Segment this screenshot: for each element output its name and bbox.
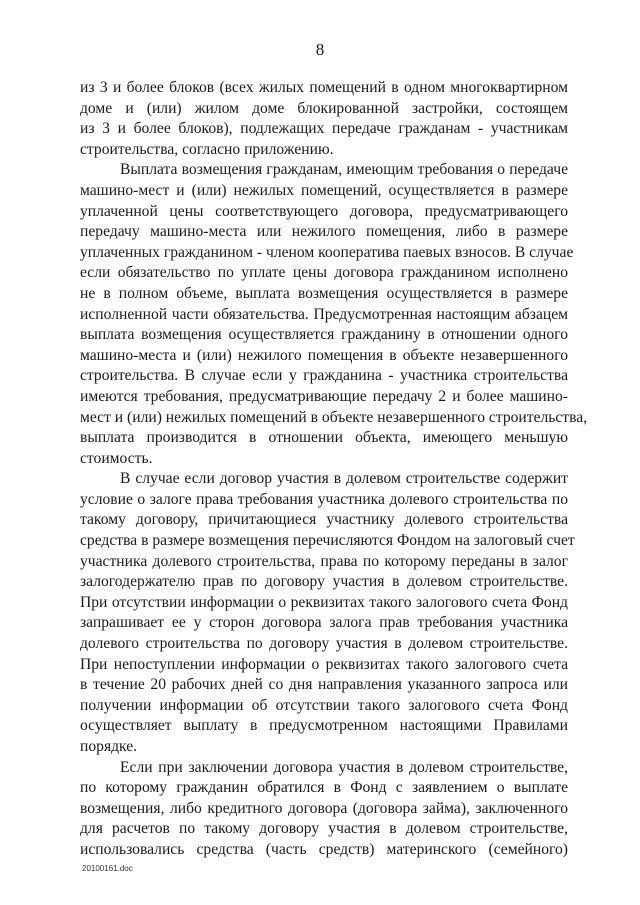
text-line: мест и (или) нежилых помещений в объекте незавершенного строительства, xyxy=(80,408,588,426)
text-line: имеются требования, предусматривающие передачу 2 и более машино- xyxy=(80,387,568,405)
text-line: залогодержателю прав по договору участия в долевом строительстве. xyxy=(80,573,568,591)
text-line: выплата производится в отношении объекта, имеющего меньшую xyxy=(80,429,568,447)
text-line: уплаченных гражданином - членом кооператива паевых взносов. В случае xyxy=(80,243,574,261)
text-line: запрашивает ее у сторон договора залога прав требования участника xyxy=(80,614,568,632)
text-line: возмещения, либо кредитного договора (договора займа), заключенного xyxy=(80,799,568,817)
text-line: стоимость. xyxy=(80,449,153,467)
text-line: по которому гражданин обратился в Фонд с заявлением о выплате xyxy=(80,779,568,797)
text-line: для расчетов по такому договору участия в долевом строительстве, xyxy=(80,820,568,838)
text-line: При непоступлении информации о реквизитах такого залогового счета xyxy=(80,655,568,673)
text-line: из 3 и более блоков (всех жилых помещений в одном многоквартирном xyxy=(80,79,568,96)
text-line: машино-мест и (или) нежилых помещений, осуществляется в размере xyxy=(80,181,568,199)
text-line: строительства. В случае если у гражданина - участника строительства xyxy=(80,367,568,385)
text-line: исполненной части обязательства. Предусмотренная настоящим абзацем xyxy=(80,305,568,323)
text-line: передачу машино-места или нежилого помещения, либо в размере xyxy=(80,223,568,241)
text-line: из 3 и более блоков), подлежащих передаче гражданам - участникам xyxy=(80,120,568,138)
paragraph xyxy=(80,160,588,469)
text-line: порядке. xyxy=(80,738,138,755)
footer-file-name: 20100161.doc xyxy=(82,864,133,873)
text-line: машино-места и (или) нежилого помещения в объекте незавершенного xyxy=(80,346,568,364)
text-line: не в полном объеме, выплата возмещения осуществляется в размере xyxy=(80,284,568,302)
text-line: долевого строительства по договору участия в долевом строительстве. xyxy=(80,635,568,653)
text-line: строительства, согласно приложению. xyxy=(80,140,334,158)
paragraph xyxy=(80,78,568,160)
text-line: участника долевого строительства, права по которому переданы в залог xyxy=(80,552,568,570)
text-line: получении информации об отсутствии такого залогового счета Фонд xyxy=(80,696,568,714)
document-body xyxy=(80,78,588,861)
text-line: использовались средства (часть средств) материнского (семейного) xyxy=(80,840,568,858)
text-line: уплаченной цены соответствующего договора, предусматривающего xyxy=(80,202,568,220)
text-line: осуществляет выплату в предусмотренном настоящими Правилами xyxy=(80,717,568,735)
text-line: доме и (или) жилом доме блокированной застройки, состоящем xyxy=(80,99,568,117)
text-line: в течение 20 рабочих дней со дня направления указанного запроса или xyxy=(80,676,568,694)
text-line: такому договору, причитающиеся участнику долевого строительства xyxy=(80,511,568,529)
page-number: 8 xyxy=(315,40,325,59)
text-line: если обязательство по уплате цены договора гражданином исполнено xyxy=(80,264,568,282)
text-line: При отсутствии информации о реквизитах такого залогового счета Фонд xyxy=(80,593,568,611)
text-line: условие о залоге права требования участника долевого строительства по xyxy=(80,490,568,508)
text-line: средства в размере возмещения перечисляются Фондом на залоговый счет xyxy=(80,532,575,550)
paragraph xyxy=(80,758,568,861)
text-line: В случае если договор участия в долевом строительстве содержит xyxy=(120,470,568,488)
text-line: Выплата возмещения гражданам, имеющим требования о передаче xyxy=(120,161,568,179)
text-line: Если при заключении договора участия в долевом строительстве, xyxy=(120,758,568,776)
text-line: выплата возмещения осуществляется гражданину в отношении одного xyxy=(80,326,568,344)
paragraph xyxy=(80,469,575,757)
